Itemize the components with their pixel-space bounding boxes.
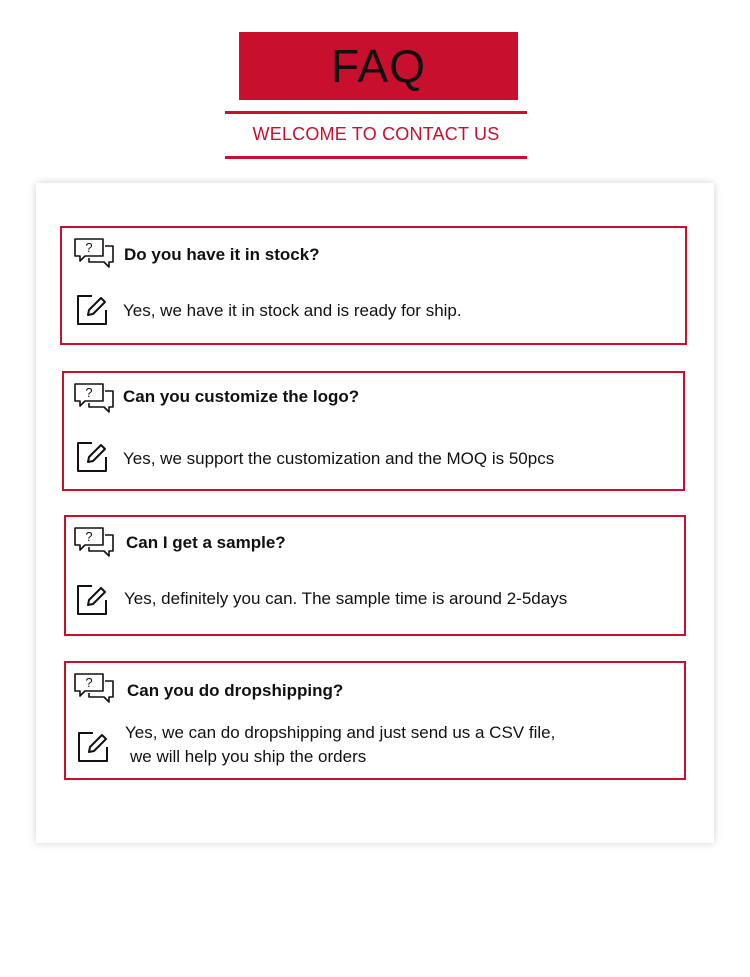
faq-item bbox=[64, 515, 686, 636]
question-chat-icon bbox=[72, 671, 116, 705]
svg-text:?: ? bbox=[85, 240, 93, 255]
edit-note-icon bbox=[75, 583, 109, 617]
svg-text:?: ? bbox=[85, 675, 93, 690]
faq-answer bbox=[125, 721, 555, 769]
faq-answer-line: we will help you ship the orders bbox=[130, 747, 367, 766]
page-subtitle: WELCOME TO CONTACT US bbox=[252, 124, 500, 144]
faq-answer-line: Yes, we support the customization and the MOQ is 50pcs bbox=[123, 449, 555, 468]
edit-note-icon bbox=[75, 440, 109, 474]
faq-item bbox=[64, 661, 686, 780]
svg-text:?: ? bbox=[85, 529, 93, 544]
faq-answer-line: Yes, we can do dropshipping and just send us a CSV file, bbox=[125, 723, 556, 742]
question-chat-icon bbox=[72, 236, 116, 270]
divider-bottom bbox=[225, 156, 527, 159]
question-chat-icon bbox=[72, 381, 116, 415]
faq-panel bbox=[36, 183, 714, 843]
question-chat-icon bbox=[72, 525, 116, 559]
faq-question: Can you customize the logo? bbox=[123, 387, 360, 406]
divider-top bbox=[225, 111, 527, 114]
faq-answer-line: Yes, definitely you can. The sample time is around 2-5days bbox=[124, 589, 568, 608]
edit-note-icon bbox=[76, 730, 110, 764]
faq-question: Can you do dropshipping? bbox=[127, 681, 344, 700]
svg-text:?: ? bbox=[85, 385, 93, 400]
faq-item bbox=[60, 226, 687, 345]
faq-title-banner bbox=[239, 32, 518, 100]
faq-answer bbox=[123, 299, 462, 323]
faq-answer-line: Yes, we have it in stock and is ready for ship. bbox=[123, 301, 462, 320]
faq-question: Can I get a sample? bbox=[126, 533, 286, 552]
edit-note-icon bbox=[75, 293, 109, 327]
faq-item bbox=[62, 371, 685, 491]
faq-answer bbox=[124, 587, 567, 611]
faq-question: Do you have it in stock? bbox=[124, 245, 320, 264]
page-title: FAQ bbox=[330, 40, 427, 92]
faq-answer bbox=[123, 447, 554, 471]
